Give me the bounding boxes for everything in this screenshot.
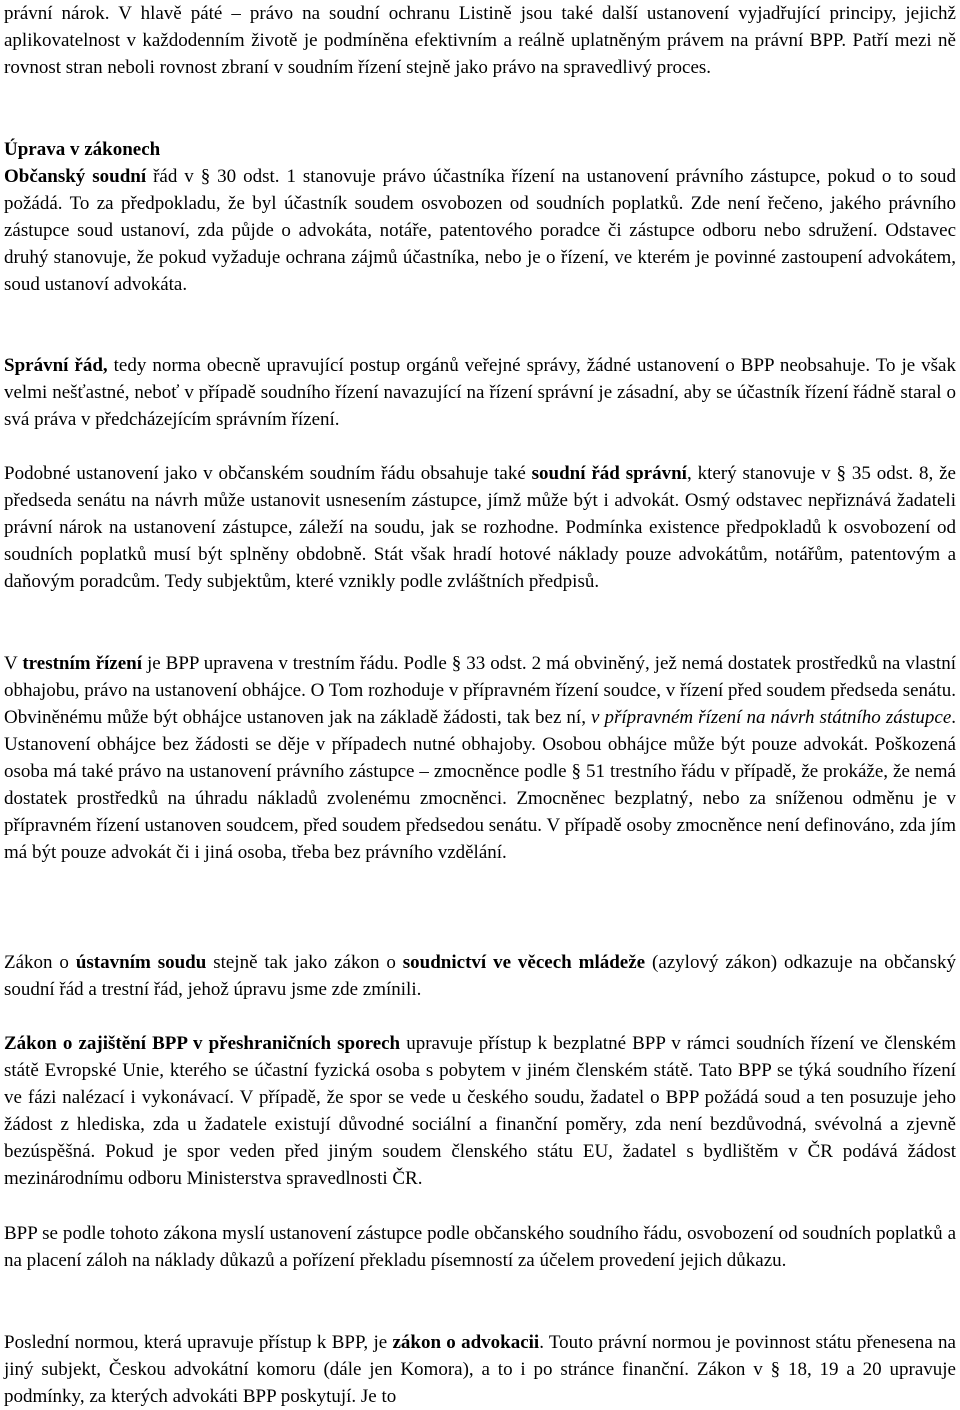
paragraph-administrative-court: [4, 460, 956, 595]
bold-term: Zákon o zajištění BPP v přeshraničních sporech: [4, 1033, 401, 1054]
text: stejně tak jako zákon o: [206, 952, 403, 973]
bold-term: soudnictví ve věcech mládeže: [402, 952, 646, 973]
paragraph-criminal-procedure: [4, 650, 956, 866]
paragraph-intro: [4, 0, 956, 81]
bold-term: Správní řád,: [4, 355, 108, 376]
bold-term: zákon o advokacii: [392, 1332, 540, 1353]
text: BPP se podle tohoto zákona myslí ustanovení zástupce podle občanského soudního řádu, osvobození od soudních poplatků a na placení záloh na náklady důkazů a pořízení překladu písemností za účelem provedení jejich důkazu.: [4, 1223, 956, 1271]
bold-term: soudní řád správní: [531, 463, 687, 484]
text: řád v § 30 odst. 1 stanovuje právo účastníka řízení na ustanovení právního zástupce, pokud o to soud požádá. To za předpokladu, že byl účastník soudem osvobozen od soudních poplatků. Zde není řečeno, jakého právního zástupce soud ustanoví, zda půjde o advokáta, notáře, patentového poradce či zástupce odboru nebo sdružení. Odstavec druhý stanovuje, že pokud vyžaduje ochrana zájmů účastníka, nebo je o řízení, ve kterém je povinné zastoupení advokátem, soud ustanoví advokáta.: [4, 166, 956, 295]
text: Podobné ustanovení jako v občanském soudním řádu obsahuje také: [4, 463, 532, 484]
text: upravuje přístup k bezplatné BPP v rámci soudních řízení ve členském státě Evropské Unie, kterého se účastní fyzická osoba s pobytem v jiném členském státě. Tato BPP se týká soudního řízení ve fázi nalézací i vykonávací. V případě, že spor se vede u českého soudu, žadatel o BPP požádá soud a ten posuzuje jeho žádost z hlediska, zda u žadatele existují důvodné sociální a finanční poměry, zda není bezdůvodná, svévolná a zjevně bezúspěšná. Pokud je spor veden před jiným soudem členského státu EU, žadatel s bydlištěm v ČR podává žádost mezinárodnímu odboru Ministerstva spravedlnosti ČR.: [4, 1033, 956, 1189]
section-heading: Úprava v zákonech: [4, 139, 161, 160]
text: (azylový zákon) odkazuje na občanský soudní řád a trestní řád, jehož úpravu jsme zde zmínili.: [4, 952, 957, 1000]
text: V: [4, 653, 23, 674]
text: je BPP upravena v trestním řádu. Podle § 33 odst. 2 má obviněný, jež nemá dostatek prostředků na vlastní obhajobu, právo na ustanovení obhájce. O Tom rozhoduje v přípravném řízení soudce, v řízení před soudem předseda senátu. Obviněnému může být obhájce ustanoven jak na základě žádosti, tak bez ní,: [4, 653, 956, 728]
bold-term: trestním řízení: [22, 653, 142, 674]
paragraph-cross-border: [4, 1030, 956, 1192]
text: . Touto právní normou je povinnost státu přenesena na jiný subjekt, Českou advokátní komoru (dále jen Komora), a to i po stránce finanční. Zákon v § 18, 19 a 20 upravuje podmínky, za kterých advokáti BPP poskytují. Je to: [4, 1332, 956, 1407]
italic-text: v přípravném řízení na návrh státního zástupce: [591, 707, 952, 728]
text: právní nárok. V hlavě páté – právo na soudní ochranu Listině jsou také další ustanovení vyjadřující principy, jejichž aplikovatelnost v každodenním životě je podmíněna efektivním a reálně uplatněným právem na právní BPP. Patří mezi ně rovnost stran neboli rovnost zbraní v soudním řízení stejně jako právo na spravedlivý proces.: [4, 3, 956, 78]
paragraph-civil-procedure: [4, 163, 956, 298]
paragraph-constitutional-court: [4, 949, 956, 1003]
text: , který stanovuje v § 35 odst. 8, že předseda senátu na návrh může ustanovit usnesením zástupce, jímž může být i advokát. Osmý odstavec nepřiznává žadateli právní nárok na ustanovení zástupce, záleží na soudu, jak se rozhodne. Podmínka existence předpokladů k osvobození od soudních poplatků musí být splněny obdobně. Stát však hradí hotové náklady pouze advokátům, notářům, patentovým a daňovým poradcům. Tedy subjektům, které vznikly podle zvláštních předpisů.: [4, 463, 956, 592]
paragraph-administrative-code: [4, 352, 956, 433]
text: tedy norma obecně upravující postup orgánů veřejné správy, žádné ustanovení o BPP neobsahuje. To je však velmi nešťastné, neboť v případě soudního řízení navazující na řízení správní je zásadní, aby se účastník řízení řádně staral o svá práva v předcházejícím správním řízení.: [4, 355, 956, 430]
text: Poslední normou, která upravuje přístup k BPP, je: [4, 1332, 393, 1353]
bold-term: ústavním soudu: [75, 952, 207, 973]
bold-term: Občanský soudní: [4, 166, 147, 187]
text: Zákon o: [4, 952, 76, 973]
paragraph-advocacy-act: [4, 1329, 956, 1410]
text: . Ustanovení obhájce bez žádosti se děje v případech nutné obhajoby. Osobou obhájce může být pouze advokát. Poškozená osoba má také právo na ustanovení právního zástupce – zmocněnce podle § 51 trestního řádu v případě, že prokáže, že nemá dostatek prostředků na úhradu nákladů zvolenému zmocněnci. Zmocněnec bezplatný, nebo za sníženou odměnu je v přípravném řízení ustanoven soudcem, před soudem předsedou senátu. V případě osoby zmocněnce není definováno, zda jím má být pouze advokát či i jiná osoba, třeba bez právního vzdělání.: [4, 707, 956, 863]
paragraph-bpp-definition: [4, 1220, 956, 1274]
